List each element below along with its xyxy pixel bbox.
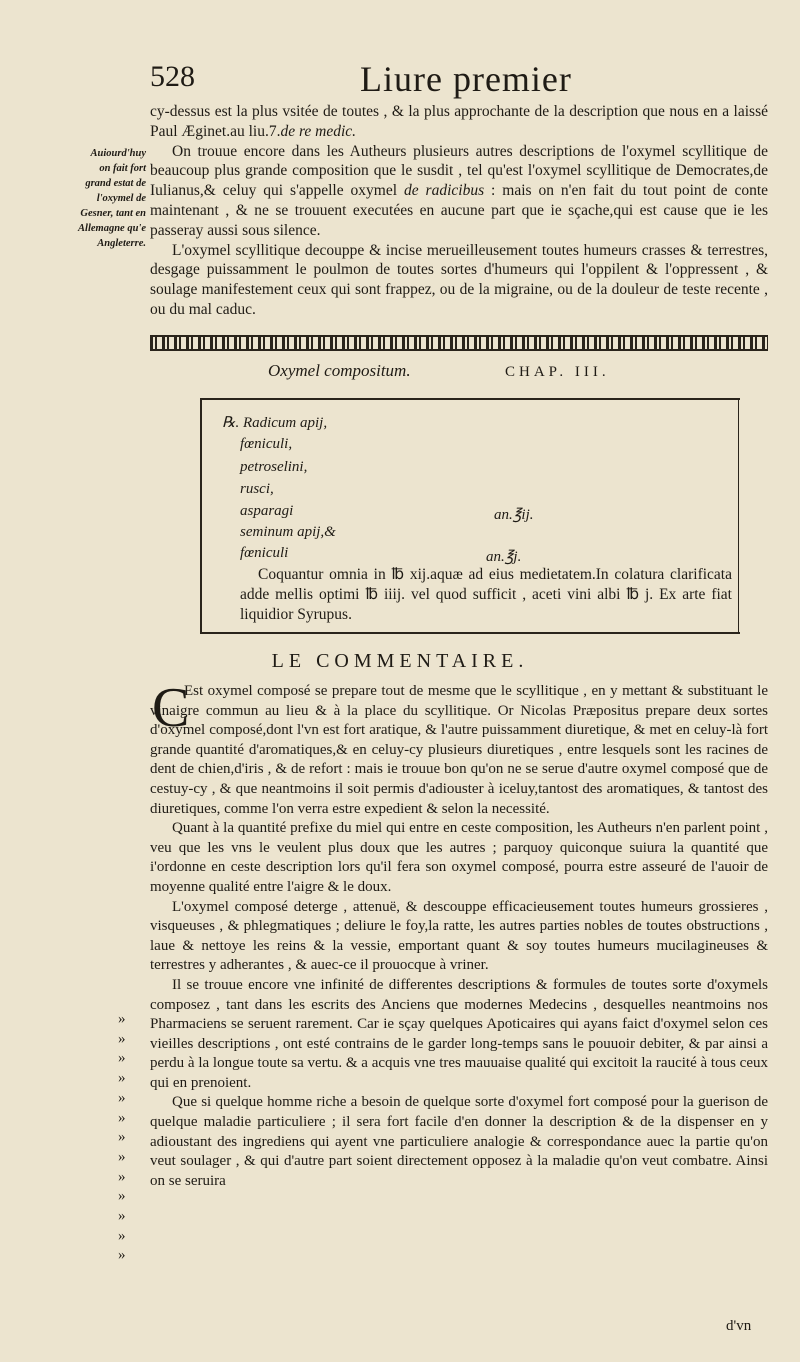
margin-note-line: Angleterre. [97,238,146,249]
intro-paragraph [150,142,768,241]
margin-note-line: grand estat de [85,178,146,189]
recipe-dose: an.℥j. [486,549,522,565]
quote-mark: » [118,1148,126,1165]
quote-mark: » [118,1227,126,1244]
recipe-border-bottom [200,632,740,634]
quote-mark: » [118,1129,126,1146]
quote-mark: » [118,1208,126,1225]
recipe-ingredient: seminum apij,& [240,524,336,540]
commentary-paragraph: Que si quelque homme riche a besoin de quelque sorte d'oxymel fort composé pour la guerison de quelque maladie particuliere ; il sera fort facile d'en donner la description & de la dispenser en y adioustant des ingrediens qui ayent vne particuliere analogie & correspondance auec la partie qu'on veut soulager , & qui d'autre part soient directement opposez à la maladie qu'on veut combatre. Ainsi on se seruira [150,1094,768,1189]
quote-mark: » [118,1247,126,1264]
page-number: 528 [150,60,195,93]
margin-note-line: on fait fort [99,163,146,174]
quote-mark: » [118,1070,126,1087]
intro-paragraph: L'oxymel scyllitique decouppe & incise merueilleusement toutes humeurs crasses & terrestres, desgage puissamment le poulmon de toutes sortes d'humeurs qui l'oppilent & l'oppressent , & soulage manifestement ceux qui sont frappez, ou de la migraine, ou de la douleur de teste recente , ou du mal caduc. [150,241,768,318]
quote-mark: » [118,1089,126,1106]
intro-p2-italic: de radicibus [403,182,485,200]
section-title: Oxymel compositum. [268,361,411,380]
intro-p1-italic: de re medic. [280,122,357,140]
quote-mark: » [118,1011,126,1027]
recipe-instructions: Coquantur omnia in ℔ xij.aquæ ad eius medietatem.In colatura clarificata adde mellis optimi ℔ iiij. vel quod sufficit , aceti vini albi ℔ j. Ex arte fiat liquidior Syrupus. [240,566,732,623]
recipe-ingredient: fœniculi, [240,436,293,452]
commentary-paragraph: Quant à la quantité prefixe du miel qui entre en ceste composition, les Autheurs n'en parlent point , veu que les vns le veulent plus doux que les autres ; parquoy quiconque suiura la quantité que i'ordonne en ceste description lors qu'il fera son oxymel composé, pourra estre asseuré de l'auoir de moyenne qualité entre l'aigre & le doux. [150,820,768,895]
recipe-dose: an.℥ij. [494,507,534,523]
recipe-border-right [738,398,739,634]
quote-mark: » [118,1050,126,1067]
quote-mark: » [118,1030,126,1047]
drop-cap: C [152,677,190,739]
quote-mark: » [118,1168,126,1185]
margin-note-line: l'oxymel de [96,193,146,204]
commentary-text [150,677,768,1191]
intro-p2-text: On trouue encore dans les Autheurs plusieurs autres descriptions de l'oxymel scyllitique de beaucoup plus grande composition que le susdit , tel qu'est l'oxymel scyllitique de Democrates,de Iulianus,& celuy qui s'appelle oxymel [150,142,768,200]
recipe-ingredient: fœniculi [240,545,289,561]
recipe-ingredient: rusci, [240,481,274,497]
commentary-heading: LE COMMENTAIRE. [271,650,529,672]
catchword: d'vn [726,1318,752,1334]
quote-mark: » [118,1188,126,1205]
margin-note-line: Allemagne qu'e [78,223,146,234]
chapter-label: CHAP. III. [505,364,610,380]
commentary-paragraph: Il se trouue encore vne infinité de differentes descriptions & formules de toutes sorte d'oxymels composez , tant dans les escrits des Anciens que modernes Medecins , desquelles neantmoins nos Pharmaciens se seruent rarement. Car ie sçay quelques Apoticaires qui ayans faict d'oxymel selon ces vieilles descriptions , ont esté contrains de le garder long-temps sans le pouuoir debiter, & par ainsi a perdu à la longue toute sa vertu. & a acquis vne tres mauuaise qualité qui excitoit la raucité à tous ceux qui en prenoient. [150,976,768,1091]
margin-note [54,146,146,251]
margin-note-line: Auiourd'huy [90,148,146,159]
ornamental-rule [150,335,768,351]
quotation-marks-column [118,1010,126,1266]
recipe-border-top [200,398,740,400]
recipe-ingredient: asparagi [240,503,294,519]
intro-p1-text: cy-dessus est la plus vsitée de toutes , & la plus approchante de la description que nous en a laissé Paul Æginet.au liu.7. [150,103,768,140]
quote-mark: » [118,1109,126,1126]
commentary-paragraph: Est oxymel composé se prepare tout de mesme que le scyllitique , en y mettant & substituant le vinaigre commun au lieu & à la place du scyllitique. Or Nicolas Præpositus prepare deux sortes d'oxymel composé,dont l'vn est fort aratique, & l'autre puissamment diuretique, & met en celuy-là fort grande quantité d'aromatiques,& en celuy-cy plusieurs diuretiques , entre lesquels sont les racines de dent de chien,d'iris , & de refort : mais ie trouue bon qu'on ne se serue d'autre oxymel composé que de cestuy-cy , & que neantmoins il soit permis d'adiouster à iceluy,tantost des aromatiques, & tantost des diuretiques, comme l'on verra estre expedient & selon la necessité. [150,683,768,817]
recipe-ingredient: ℞. Radicum apij, [222,415,328,431]
intro-text [150,102,768,320]
running-title: Liure premier [360,59,572,99]
commentary-paragraph: L'oxymel composé deterge , attenuë, & descouppe efficacieusement toutes humeurs grossieres , visqueuses , & phlegmatiques ; deliure le foy,la ratte, les autres parties nobles de toutes obstructions , laue & nettoye les reins & la vessie, emportant quant & soy toutes humeurs mucilagineuses & terrestres y adherantes , & auec-ce il prouocque à vriner. [150,898,768,974]
margin-note-line: Gesner, tant en [80,208,146,219]
intro-paragraph [150,102,768,142]
recipe-ingredient: petroselini, [240,459,308,475]
recipe-border-left [200,398,202,634]
intro-p2-text-end: : mais on n'en fait du tout point de conte maintenant , & ne se trouuent executées en aucune part que ie sçache,qui est cause que ie les passeray aussi sous silence. [150,182,769,239]
